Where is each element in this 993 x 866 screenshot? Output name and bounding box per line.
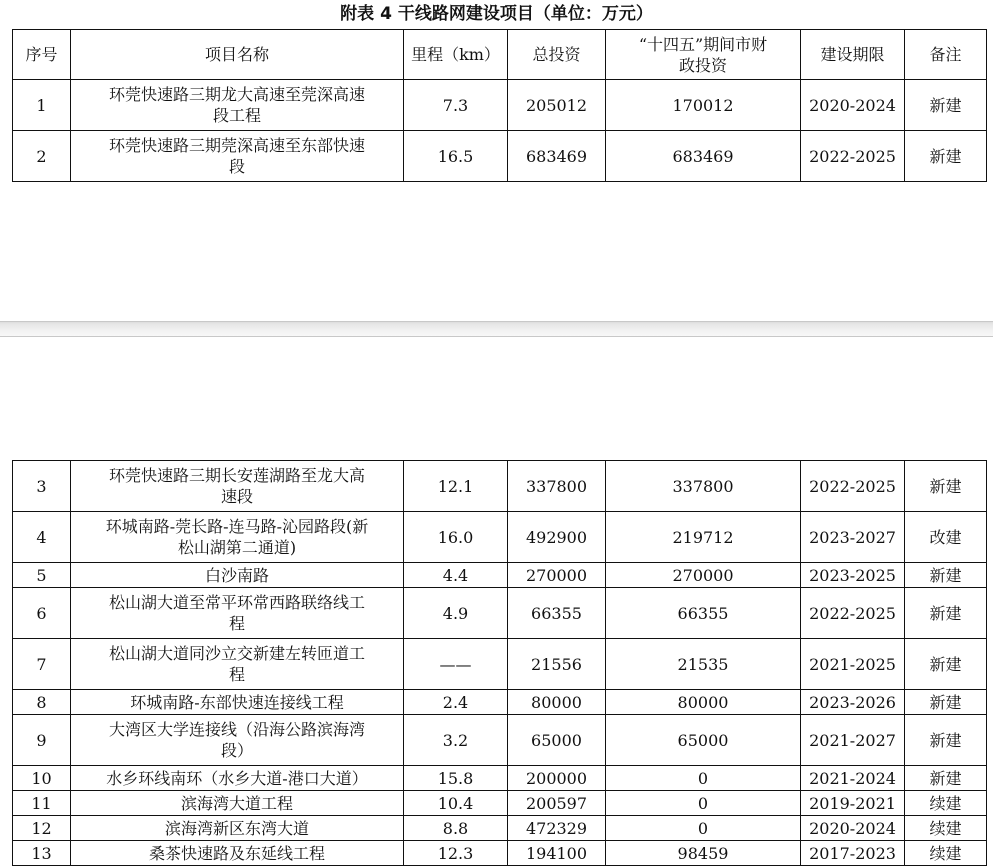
cell-fiscal-investment: 65000 — [606, 715, 801, 766]
cell-fiscal-investment: 337800 — [606, 461, 801, 512]
cell-fiscal-investment: 0 — [606, 816, 801, 841]
cell-note: 续建 — [905, 816, 987, 841]
cell-note: 改建 — [905, 512, 987, 563]
project-name-line2: 松山湖第二通道) — [177, 538, 297, 557]
project-name-line1: 水乡环线南环（水乡大道-港口大道） — [106, 768, 368, 788]
project-name-line2: 段 — [228, 157, 245, 176]
cell-period: 2023-2027 — [801, 512, 905, 563]
cell-note: 新建 — [905, 461, 987, 512]
project-name-line2: 速段 — [220, 487, 253, 506]
cell-total-investment: 80000 — [508, 690, 606, 715]
cell-project-name — [71, 690, 404, 715]
page-title: 附表 4 干线路网建设项目（单位：万元） — [340, 4, 653, 24]
table-row — [13, 512, 987, 563]
table-row — [13, 791, 987, 816]
cell-period: 2023-2026 — [801, 690, 905, 715]
project-name-line1: 环莞快速路三期莞深高速至东部快速 — [108, 136, 365, 155]
cell-seq: 2 — [13, 131, 71, 182]
page-break-edge-top — [0, 321, 993, 322]
cell-length: 12.1 — [404, 461, 508, 512]
table-row — [13, 461, 987, 512]
cell-length: 8.8 — [404, 816, 508, 841]
project-table-page-2 — [12, 460, 987, 866]
page-break-edge-bottom — [0, 336, 993, 337]
cell-period: 2023-2025 — [801, 563, 905, 588]
cell-note: 新建 — [905, 131, 987, 182]
header-length: 里程（km） — [404, 30, 508, 80]
cell-total-investment: 21556 — [508, 639, 606, 690]
cell-fiscal-investment: 21535 — [606, 639, 801, 690]
cell-fiscal-investment: 170012 — [606, 80, 801, 131]
header-total: 总投资 — [508, 30, 606, 80]
cell-seq: 7 — [13, 639, 71, 690]
cell-project-name — [71, 461, 404, 512]
cell-total-investment: 683469 — [508, 131, 606, 182]
header-note: 备注 — [905, 30, 987, 80]
cell-seq: 8 — [13, 690, 71, 715]
project-name-line1: 桑茶快速路及东延线工程 — [148, 843, 325, 863]
cell-note: 续建 — [905, 791, 987, 816]
cell-period: 2017-2023 — [801, 841, 905, 866]
cell-seq: 3 — [13, 461, 71, 512]
project-name-line2: 段工程 — [212, 106, 261, 125]
cell-total-investment: 472329 — [508, 816, 606, 841]
cell-period: 2020-2024 — [801, 816, 905, 841]
cell-period: 2021-2024 — [801, 766, 905, 791]
cell-period: 2020-2024 — [801, 80, 905, 131]
project-name-line1: 环莞快速路三期龙大高速至莞深高速 — [108, 85, 365, 104]
table-row — [13, 563, 987, 588]
cell-length: 2.4 — [404, 690, 508, 715]
cell-fiscal-investment: 66355 — [606, 588, 801, 639]
cell-seq: 9 — [13, 715, 71, 766]
cell-total-investment: 65000 — [508, 715, 606, 766]
cell-seq: 11 — [13, 791, 71, 816]
cell-project-name — [71, 131, 404, 182]
header-seq: 序号 — [13, 30, 71, 80]
cell-project-name — [71, 563, 404, 588]
cell-note: 新建 — [905, 715, 987, 766]
cell-fiscal-investment: 270000 — [606, 563, 801, 588]
cell-length: 15.8 — [404, 766, 508, 791]
cell-total-investment: 200000 — [508, 766, 606, 791]
project-name-line1: 白沙南路 — [204, 565, 269, 585]
cell-length: 4.9 — [404, 588, 508, 639]
project-table-page-1 — [12, 29, 987, 182]
table-row — [13, 816, 987, 841]
cell-total-investment: 194100 — [508, 841, 606, 866]
page-break — [0, 321, 993, 337]
cell-project-name — [71, 715, 404, 766]
cell-period: 2022-2025 — [801, 588, 905, 639]
project-name-line1: 环城南路-莞长路-连马路-沁园路段(新 — [105, 517, 369, 536]
cell-total-investment: 205012 — [508, 80, 606, 131]
project-name-line1: 滨海湾大道工程 — [180, 793, 293, 813]
table-row — [13, 766, 987, 791]
project-name-line1: 大湾区大学连接线（沿海公路滨海湾 — [108, 720, 365, 739]
cell-total-investment: 270000 — [508, 563, 606, 588]
cell-note: 续建 — [905, 841, 987, 866]
header-fiscal-line2: 政投资 — [678, 55, 727, 75]
cell-period: 2019-2021 — [801, 791, 905, 816]
cell-fiscal-investment: 219712 — [606, 512, 801, 563]
cell-fiscal-investment: 98459 — [606, 841, 801, 866]
cell-project-name — [71, 639, 404, 690]
project-name-line1: 滨海湾新区东湾大道 — [164, 818, 309, 838]
table-body-page-2 — [13, 461, 987, 866]
cell-length: 16.5 — [404, 131, 508, 182]
project-name-line1: 环莞快速路三期长安莲湖路至龙大高 — [108, 466, 365, 485]
cell-note: 新建 — [905, 766, 987, 791]
cell-project-name — [71, 766, 404, 791]
cell-total-investment: 66355 — [508, 588, 606, 639]
table-row — [13, 715, 987, 766]
cell-note: 新建 — [905, 80, 987, 131]
cell-project-name — [71, 791, 404, 816]
table-row — [13, 131, 987, 182]
cell-total-investment: 492900 — [508, 512, 606, 563]
cell-period: 2022-2025 — [801, 131, 905, 182]
cell-fiscal-investment: 0 — [606, 766, 801, 791]
table-row — [13, 690, 987, 715]
cell-seq: 13 — [13, 841, 71, 866]
cell-length: 16.0 — [404, 512, 508, 563]
cell-period: 2022-2025 — [801, 461, 905, 512]
table-row — [13, 588, 987, 639]
table-body-page-1 — [13, 80, 987, 182]
cell-period: 2021-2027 — [801, 715, 905, 766]
cell-length: 12.3 — [404, 841, 508, 866]
cell-project-name — [71, 816, 404, 841]
table-row — [13, 841, 987, 866]
project-name-line1: 松山湖大道至常平环常西路联络线工 — [108, 593, 365, 612]
table-row — [13, 80, 987, 131]
cell-length: 3.2 — [404, 715, 508, 766]
cell-project-name — [71, 841, 404, 866]
cell-note: 新建 — [905, 690, 987, 715]
cell-length: —— — [404, 639, 508, 690]
project-name-line1: 环城南路-东部快速连接线工程 — [130, 692, 344, 712]
cell-fiscal-investment: 0 — [606, 791, 801, 816]
cell-project-name — [71, 80, 404, 131]
cell-project-name — [71, 512, 404, 563]
cell-note: 新建 — [905, 639, 987, 690]
cell-fiscal-investment: 80000 — [606, 690, 801, 715]
project-name-line1: 松山湖大道同沙立交新建左转匝道工 — [108, 644, 365, 663]
table-row — [13, 639, 987, 690]
header-fiscal-line1: “十四五”期间市财 — [638, 34, 768, 54]
cell-length: 10.4 — [404, 791, 508, 816]
cell-seq: 5 — [13, 563, 71, 588]
header-period: 建设期限 — [801, 30, 905, 80]
cell-note: 新建 — [905, 563, 987, 588]
cell-total-investment: 337800 — [508, 461, 606, 512]
project-name-line2: 段） — [220, 741, 253, 760]
header-fiscal — [606, 30, 801, 80]
cell-project-name — [71, 588, 404, 639]
cell-seq: 4 — [13, 512, 71, 563]
cell-seq: 6 — [13, 588, 71, 639]
cell-length: 4.4 — [404, 563, 508, 588]
cell-seq: 10 — [13, 766, 71, 791]
cell-total-investment: 200597 — [508, 791, 606, 816]
header-name: 项目名称 — [71, 30, 404, 80]
cell-period: 2021-2025 — [801, 639, 905, 690]
cell-seq: 1 — [13, 80, 71, 131]
project-name-line2: 程 — [228, 665, 245, 684]
cell-length: 7.3 — [404, 80, 508, 131]
cell-seq: 12 — [13, 816, 71, 841]
table-header-row — [13, 30, 987, 80]
cell-fiscal-investment: 683469 — [606, 131, 801, 182]
project-name-line2: 程 — [228, 614, 245, 633]
cell-note: 新建 — [905, 588, 987, 639]
